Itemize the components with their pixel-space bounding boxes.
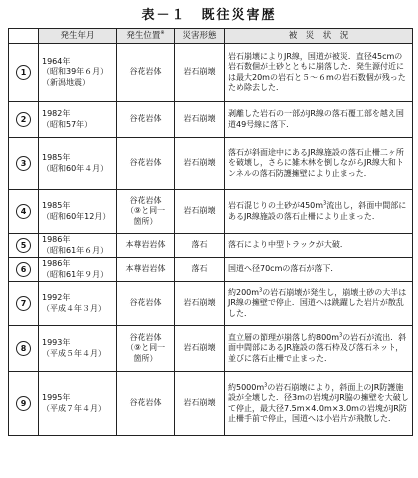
form-cell: 岩石崩壊 (175, 190, 225, 234)
table-row (9, 326, 413, 372)
row-number: 5 (16, 238, 31, 253)
date-line: 1986年 (42, 235, 71, 244)
date-line: 1985年 (42, 153, 71, 162)
date-line: （昭和60年12月） (42, 211, 111, 221)
date-line: （昭和61年６月） (42, 245, 109, 255)
row-number: 8 (16, 341, 31, 356)
location-line: 谷花岩体 (129, 195, 162, 205)
row-number-cell (9, 326, 39, 372)
table-row (9, 102, 413, 138)
date-line: 1992年 (42, 293, 71, 302)
table-row (9, 138, 413, 190)
date-line: （昭和57年） (42, 119, 93, 129)
location-line: 本尊岩岩体 (125, 264, 166, 274)
row-number-cell (9, 190, 39, 234)
table-title: 表－１ 既往災害歴 (141, 8, 277, 23)
date-cell (39, 258, 117, 282)
date-cell (39, 326, 117, 372)
date-cell (39, 138, 117, 190)
row-number-cell (9, 138, 39, 190)
form-cell: 落石 (175, 234, 225, 258)
table-row (9, 190, 413, 234)
location-line: 谷花岩体 (129, 67, 162, 77)
date-cell (39, 282, 117, 326)
date-line: 1995年 (42, 393, 71, 402)
date-line: （平成７年４月） (42, 403, 106, 413)
row-number: 7 (16, 296, 31, 311)
table-row (9, 234, 413, 258)
date-cell (39, 190, 117, 234)
location-cell (117, 102, 175, 138)
date-line: （平成５年４月） (42, 348, 106, 358)
location-line: 谷花岩体 (129, 332, 162, 342)
disaster-history-table (8, 28, 413, 436)
header-damage: 被 災 状 況 (225, 29, 413, 44)
location-note-mark: ※ (160, 29, 165, 36)
date-line: （昭和61年９月） (42, 269, 109, 279)
table-row (9, 282, 413, 326)
damage-cell: 約$5000m^3$の岩石崩壊により，斜面上のJR防護施設が全壊した．径3mの岩塊がJR脇の擁壁を大破して停止，最大径7.5m×4.0m×3.0mの岩塊がJR防止柵手前で停止，国道へは小岩片が飛散した． (225, 372, 413, 436)
location-line: 谷花岩体 (129, 114, 162, 124)
date-line: （昭和60年４月） (42, 163, 109, 173)
date-line: 1993年 (42, 338, 71, 347)
location-cell (117, 258, 175, 282)
row-number: 9 (16, 396, 31, 411)
table-row (9, 372, 413, 436)
header-location: 発生位置※ (117, 29, 175, 44)
row-number-cell (9, 282, 39, 326)
row-number: 3 (16, 156, 31, 171)
form-cell: 岩石崩壊 (175, 138, 225, 190)
damage-cell: 落石が斜面途中にあるJR線施設の落石止柵二ヶ所を破壊し，さらに雑木林を倒しながらJR線大和トンネルの落石防護擁壁により止まった． (225, 138, 413, 190)
date-line: 1986年 (42, 259, 71, 268)
row-number-cell (9, 234, 39, 258)
row-number-cell (9, 102, 39, 138)
date-cell (39, 102, 117, 138)
date-cell (39, 234, 117, 258)
location-cell (117, 138, 175, 190)
damage-cell: 岩石崩壊によりJR線，国道が被災．直径45cmの岩石数個が土砂とともに崩落した．発生源付近には最大20mの岩石と５〜６mの岩石数個が残ったため除去した． (225, 44, 413, 102)
date-cell (39, 372, 117, 436)
location-line: 谷花岩体 (129, 398, 162, 408)
header-date: 発生年月 (39, 29, 117, 44)
location-cell (117, 234, 175, 258)
location-line: （⑨と同一 (125, 343, 166, 353)
location-cell (117, 282, 175, 326)
location-cell (117, 372, 175, 436)
form-cell: 落石 (175, 258, 225, 282)
damage-cell: 約$200m^3$の岩石崩壊が発生し，崩壊土砂の大半はJR線の擁壁で停止．国道へは跳躍した岩片が散乱した． (225, 282, 413, 326)
damage-cell: 落石により中型トラックが大破． (225, 234, 413, 258)
form-cell: 岩石崩壊 (175, 282, 225, 326)
location-cell (117, 326, 175, 372)
location-line: 箇所） (133, 216, 158, 226)
superscript: 3 (323, 200, 327, 207)
row-number: 1 (16, 65, 31, 80)
superscript: 3 (264, 381, 268, 388)
location-line: （⑨と同一 (125, 206, 166, 216)
superscript: 3 (339, 332, 343, 339)
date-line: 1982年 (42, 109, 71, 118)
form-cell: 岩石崩壊 (175, 44, 225, 102)
date-line: （昭和39年６月） (42, 67, 109, 77)
row-number-cell (9, 258, 39, 282)
location-cell (117, 190, 175, 234)
damage-cell: 直立層の節理が崩落し約$800m^3$の岩石が流出．斜面中間部にあるJR施設の落石枠及び落石ネット，並びに落石止柵で止まった． (225, 326, 413, 372)
row-number-cell (9, 372, 39, 436)
date-line: （平成４年３月） (42, 303, 106, 313)
form-cell: 岩石崩壊 (175, 102, 225, 138)
location-line: 箇所） (133, 353, 158, 363)
header-row (9, 29, 413, 44)
location-cell (117, 44, 175, 102)
date-line: 1985年 (42, 201, 71, 210)
form-cell: 岩石崩壊 (175, 372, 225, 436)
date-cell (39, 44, 117, 102)
row-number: 4 (16, 204, 31, 219)
date-line: （新潟地震） (42, 77, 90, 87)
date-line: 1964年 (42, 56, 71, 66)
table-row (9, 258, 413, 282)
damage-cell: 国道へ径70cmの落石が落下． (225, 258, 413, 282)
header-form: 災害形態 (175, 29, 225, 44)
row-number: 2 (16, 112, 31, 127)
location-line: 本尊岩岩体 (125, 240, 166, 250)
table-row (9, 44, 413, 102)
header-number (9, 29, 39, 44)
row-number-cell (9, 44, 39, 102)
location-line: 谷花岩体 (129, 158, 162, 168)
location-line: 谷花岩体 (129, 298, 162, 308)
row-number: 6 (16, 262, 31, 277)
damage-cell: 岩石混じりの土砂が$450m^3$流出し，斜面中間部にあるJR線施設の落石止柵により止まった． (225, 190, 413, 234)
superscript: 3 (259, 287, 263, 294)
damage-cell: 剥離した岩石の一部がJR線の落石覆工部を越え国道49号線に落下． (225, 102, 413, 138)
form-cell: 岩石崩壊 (175, 326, 225, 372)
